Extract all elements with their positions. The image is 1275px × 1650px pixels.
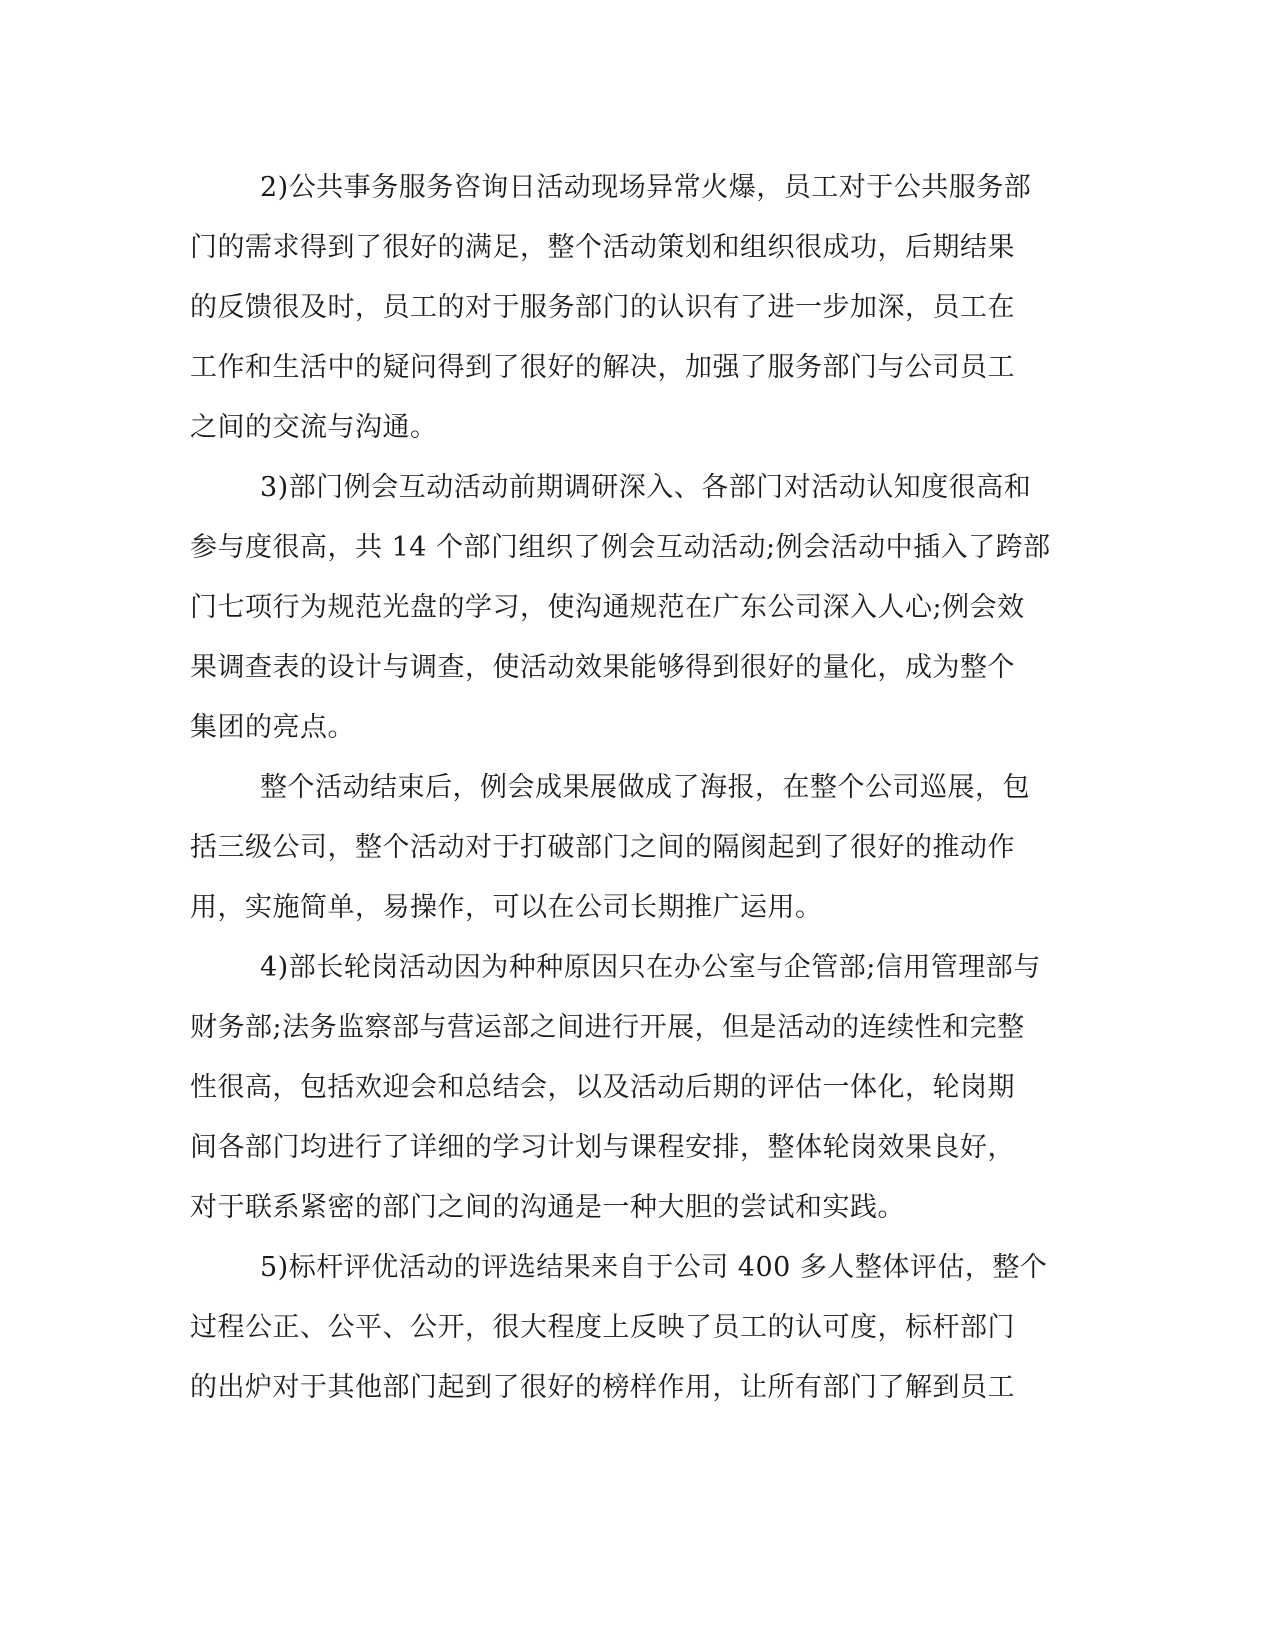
paragraph-3-line-3: 用，实施简单，易操作，可以在公司长期推广运用。 — [190, 892, 823, 923]
paragraph-4-line-3: 性很高，包括欢迎会和总结会，以及活动后期的评估一体化，轮岗期 — [190, 1072, 1015, 1103]
paragraph-2-line-4: 果调查表的设计与调查，使活动效果能够得到很好的量化，成为整个 — [190, 652, 1015, 683]
paragraph-5-line-3: 的出炉对于其他部门起到了很好的榜样作用，让所有部门了解到员工 — [190, 1372, 1015, 1403]
paragraph-1-line-1: 2)公共事务服务咨询日活动现场异常火爆，员工对于公共服务部 — [260, 172, 1032, 203]
paragraph-1-line-4: 工作和生活中的疑问得到了很好的解决，加强了服务部门与公司员工 — [190, 352, 1015, 383]
paragraph-2-line-5: 集团的亮点。 — [190, 712, 355, 743]
paragraph-2-line-2: 参与度很高，共 14 个部门组织了例会互动活动;例会活动中插入了跨部 — [190, 532, 1051, 563]
paragraph-4-line-1: 4)部长轮岗活动因为种种原因只在办公室与企管部;信用管理部与 — [260, 952, 1041, 983]
paragraph-4-line-2: 财务部;法务监察部与营运部之间进行开展，但是活动的连续性和完整 — [190, 1012, 1025, 1043]
paragraph-2-line-1: 3)部门例会互动活动前期调研深入、各部门对活动认知度很高和 — [260, 472, 1032, 503]
paragraph-3-line-1: 整个活动结束后，例会成果展做成了海报，在整个公司巡展，包 — [260, 772, 1030, 803]
paragraph-2-line-3: 门七项行为规范光盘的学习，使沟通规范在广东公司深入人心;例会效 — [190, 592, 1025, 623]
paragraph-5-line-2: 过程公正、公平、公开，很大程度上反映了员工的认可度，标杆部门 — [190, 1312, 1015, 1343]
paragraph-1-line-2: 门的需求得到了很好的满足，整个活动策划和组织很成功，后期结果 — [190, 232, 1015, 263]
paragraph-4-line-5: 对于联系紧密的部门之间的沟通是一种大胆的尝试和实践。 — [190, 1192, 905, 1223]
paragraph-4-line-4: 间各部门均进行了详细的学习计划与课程安排，整体轮岗效果良好， — [190, 1132, 1015, 1163]
paragraph-1-line-5: 之间的交流与沟通。 — [190, 412, 438, 443]
paragraph-3-line-2: 括三级公司，整个活动对于打破部门之间的隔阂起到了很好的推动作 — [190, 832, 1015, 863]
document-body — [190, 158, 1090, 1418]
paragraph-1-line-3: 的反馈很及时，员工的对于服务部门的认识有了进一步加深，员工在 — [190, 292, 1015, 323]
paragraph-5-line-1: 5)标杆评优活动的评选结果来自于公司 400 多人整体评估，整个 — [260, 1252, 1048, 1283]
